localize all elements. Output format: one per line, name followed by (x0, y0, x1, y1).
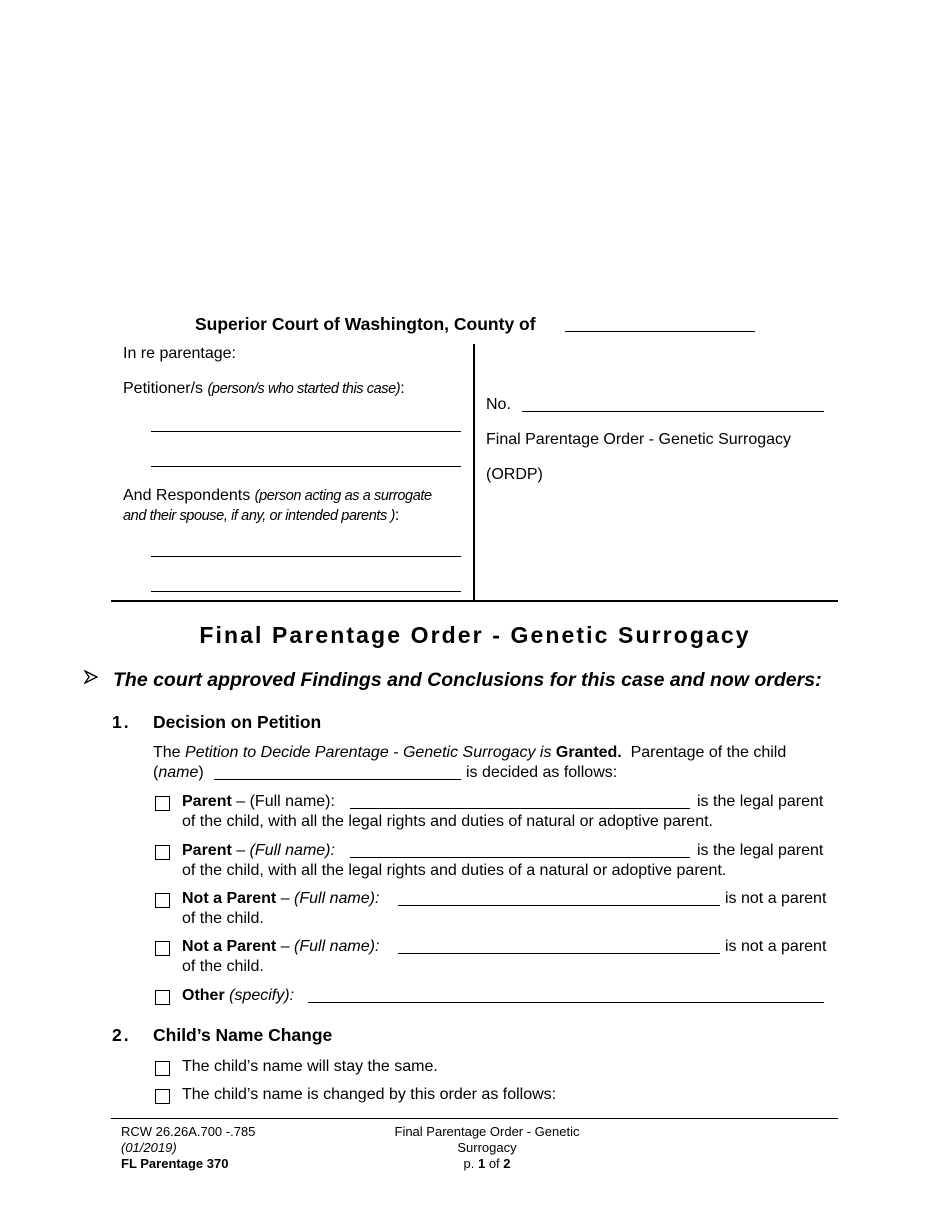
petitioners-label-row (123, 380, 405, 398)
option-1-tail: is the legal parent (697, 793, 824, 810)
para-rest: Parentage of the child (630, 744, 787, 761)
in-re-label: In re parentage: (123, 345, 236, 362)
petitioners-label: Petitioner/s (123, 380, 204, 397)
option-2-bold: Parent (182, 842, 232, 859)
arrow-bullet-icon (84, 670, 98, 689)
other-note: (specify): (229, 987, 295, 1004)
name-change-option-1: The child’s name will stay the same. (182, 1058, 438, 1075)
section-2-number: 2. (112, 1025, 131, 1045)
option-1-bold: Parent (182, 793, 232, 810)
checkbox-icon[interactable] (155, 990, 170, 1005)
option-4-line2: of the child. (182, 958, 264, 975)
option-1-label (182, 792, 335, 812)
caption-divider-horizontal (111, 600, 838, 602)
option-3-dash: – (276, 890, 295, 907)
checkbox-icon[interactable] (155, 1061, 170, 1076)
footer-rcw: RCW 26.26A.700 -.785 (121, 1124, 256, 1139)
option-other-label (182, 986, 294, 1006)
para-name: name (158, 764, 199, 781)
respondent-name-field-2[interactable] (151, 591, 461, 592)
para-granted: Granted. (555, 744, 622, 761)
caption-doc-code: (ORDP) (486, 466, 543, 483)
checkbox-icon[interactable] (155, 1089, 170, 1104)
section-1-paragraph-line1 (153, 743, 786, 763)
footer-left (121, 1124, 255, 1172)
respondents-colon: : (394, 507, 400, 524)
other-bold: Other (182, 987, 225, 1004)
page-title: Final Parentage Order - Genetic Surrogacy (199, 622, 751, 648)
footer-page-of: of (488, 1156, 500, 1171)
petitioner-name-field-2[interactable] (151, 466, 461, 467)
option-4-tail: is not a parent (725, 938, 827, 955)
checkbox-icon[interactable] (155, 941, 170, 956)
option-1-name-field[interactable] (350, 808, 690, 809)
checkbox-icon[interactable] (155, 893, 170, 908)
case-no-label: No. (486, 396, 511, 413)
para-decided: is decided as follows: (466, 764, 618, 781)
section-2-title: Child’s Name Change (153, 1025, 333, 1045)
footer-divider (111, 1118, 838, 1119)
option-3-line2: of the child. (182, 910, 264, 927)
option-2-name-field[interactable] (350, 857, 690, 858)
child-name-field[interactable] (214, 779, 461, 780)
option-3-label (182, 889, 379, 909)
option-3-name-label: (Full name): (294, 890, 380, 907)
petitioners-note: (person/s who started this case) (207, 381, 401, 397)
respondent-name-field-1[interactable] (151, 556, 461, 557)
option-4-name-field[interactable] (398, 953, 720, 954)
footer-page-num: 1 (477, 1156, 486, 1171)
checkbox-icon[interactable] (155, 845, 170, 860)
caption-divider-vertical (473, 344, 475, 600)
footer-date: (01/2019) (121, 1140, 177, 1155)
respondents-label-row (123, 486, 432, 526)
section-1-paragraph-line2 (153, 763, 204, 783)
option-4-bold: Not a Parent (182, 938, 277, 955)
footer-title-line2: Surrogacy (457, 1140, 517, 1155)
option-2-label (182, 841, 335, 861)
option-4-label (182, 937, 379, 957)
footer-page (372, 1156, 602, 1172)
respondents-note-line1: (person acting as a surrogate (254, 488, 432, 504)
orders-intro: The court approved Findings and Conclusions for this case and now orders: (113, 669, 822, 691)
footer-center (372, 1124, 602, 1172)
option-1-dash: – (231, 793, 250, 810)
option-3-name-field[interactable] (398, 905, 720, 906)
checkbox-icon[interactable] (155, 796, 170, 811)
option-3-tail: is not a parent (725, 890, 827, 907)
section-1-number: 1. (112, 712, 131, 732)
footer-page-prefix: p. (463, 1156, 475, 1171)
footer-title-line1: Final Parentage Order - Genetic (394, 1124, 580, 1139)
option-2-name-label: (Full name): (249, 842, 335, 859)
county-field[interactable] (565, 331, 755, 332)
para-petition: Petition to Decide Parentage - Genetic Surrogacy is (185, 744, 552, 761)
para-the: The (153, 744, 181, 761)
footer-page-total: 2 (503, 1156, 511, 1171)
para-paren-open: ( (153, 764, 159, 781)
petitioners-colon: : (400, 380, 405, 397)
caption-doc-title: Final Parentage Order - Genetic Surrogacy (486, 431, 792, 448)
section-1-title: Decision on Petition (153, 712, 322, 732)
option-1-line2: of the child, with all the legal rights and duties of natural or adoptive parent. (182, 813, 713, 830)
case-number-field[interactable] (522, 411, 824, 412)
para-paren-close: ) (198, 764, 204, 781)
name-change-option-2: The child’s name is changed by this order as follows: (182, 1086, 557, 1103)
respondents-label: And Respondents (123, 487, 251, 504)
option-1-name-label: (Full name): (249, 793, 335, 810)
petitioner-name-field-1[interactable] (151, 431, 461, 432)
other-specify-field[interactable] (308, 1002, 824, 1003)
option-2-dash: – (231, 842, 250, 859)
court-title: Superior Court of Washington, County of (195, 314, 536, 334)
option-3-bold: Not a Parent (182, 890, 277, 907)
respondents-note-line2: and their spouse, if any, or intended parents ) (123, 508, 395, 524)
footer-form-id: FL Parentage 370 (121, 1156, 229, 1171)
option-4-dash: – (276, 938, 295, 955)
option-2-line2: of the child, with all the legal rights and duties of a natural or adoptive parent. (182, 862, 727, 879)
option-4-name-label: (Full name): (294, 938, 380, 955)
option-2-tail: is the legal parent (697, 842, 824, 859)
